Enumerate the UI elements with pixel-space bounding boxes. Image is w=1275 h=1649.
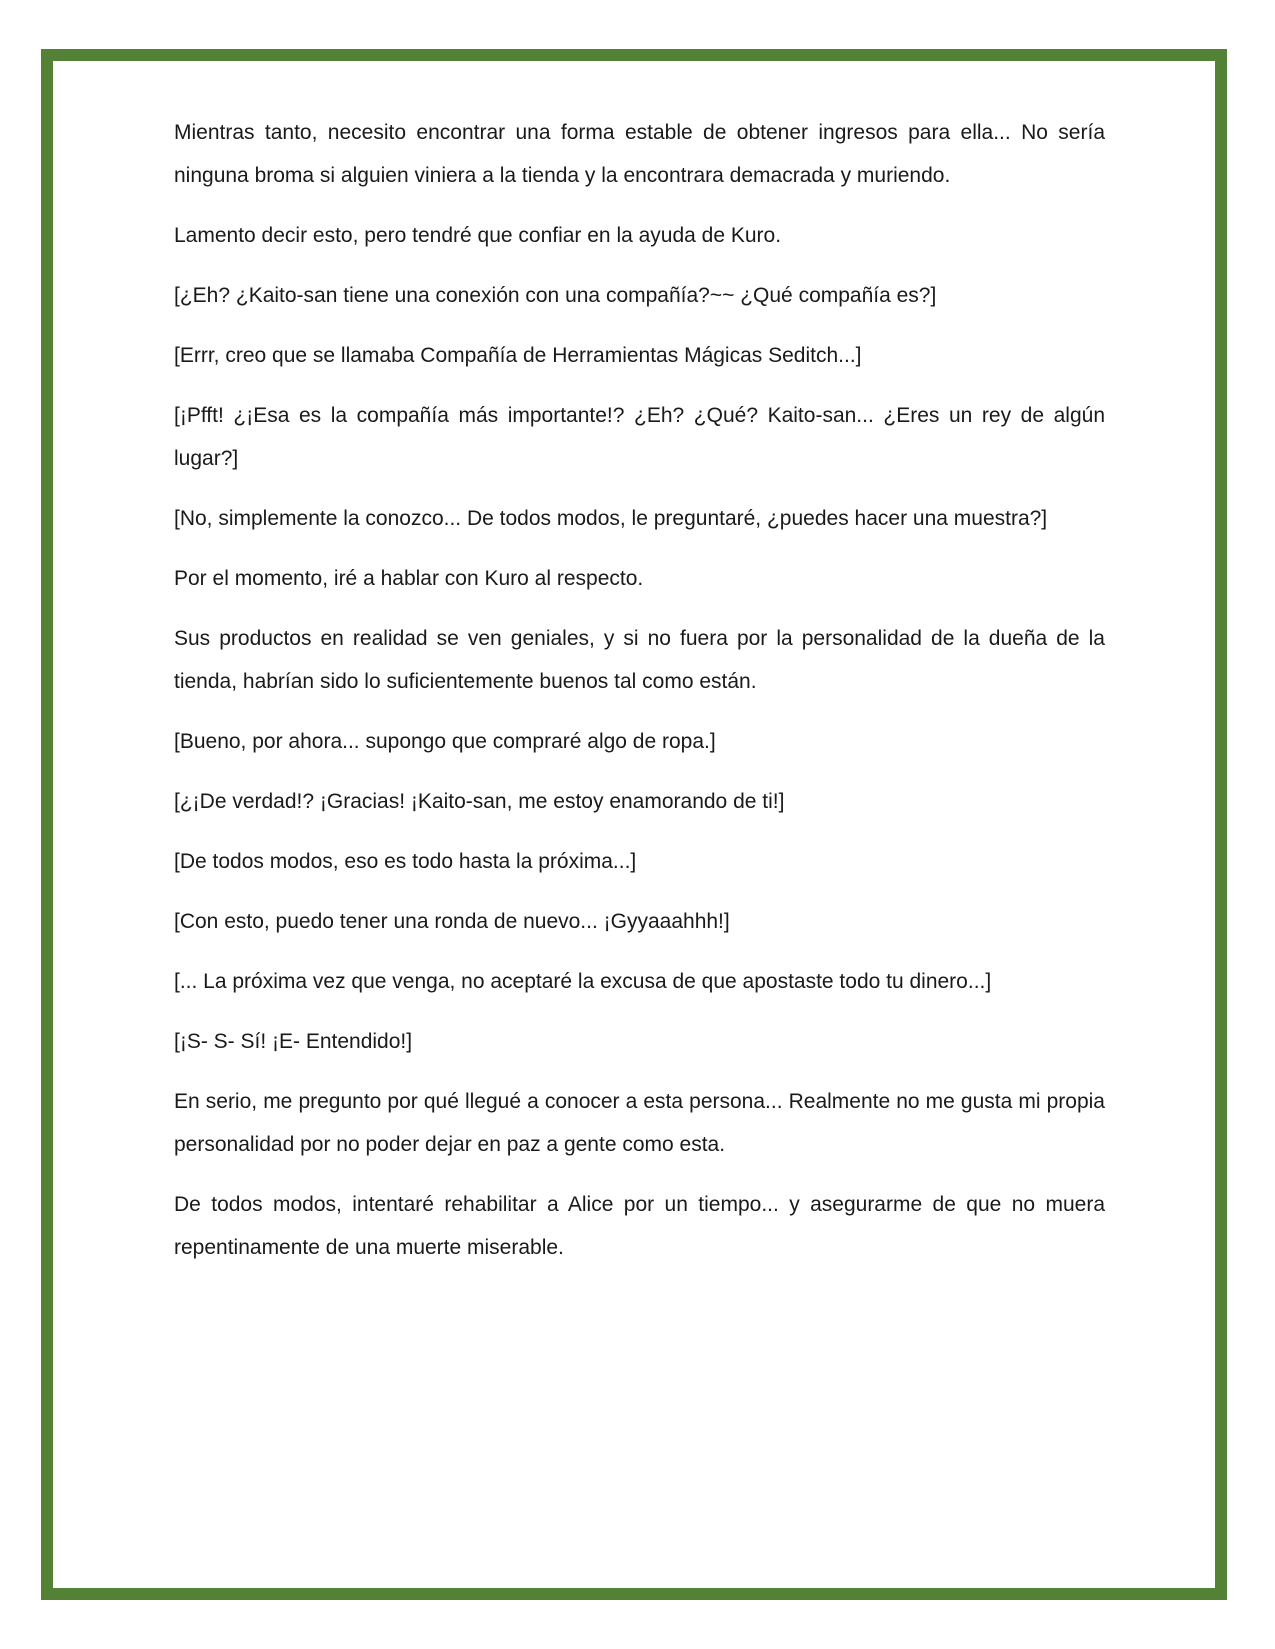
- paragraph: [Con esto, puedo tener una ronda de nuevo... ¡Gyyaaahhh!]: [174, 910, 730, 933]
- paragraph: [... La próxima vez que venga, no aceptaré la excusa de que apostaste todo tu dinero...]: [174, 970, 992, 993]
- paragraph: [¡S- S- Sí! ¡E- Entendido!]: [174, 1030, 413, 1053]
- paragraph: Lamento decir esto, pero tendré que confiar en la ayuda de Kuro.: [174, 224, 782, 247]
- page-border-frame: [41, 49, 1227, 1600]
- paragraph: [¿¡De verdad!? ¡Gracias! ¡Kaito-san, me estoy enamorando de ti!]: [174, 790, 785, 813]
- paragraph: [Bueno, por ahora... supongo que compraré algo de ropa.]: [174, 730, 716, 753]
- paragraph: [De todos modos, eso es todo hasta la próxima...]: [174, 850, 637, 873]
- paragraph: [Errr, creo que se llamaba Compañía de Herramientas Mágicas Seditch...]: [174, 344, 862, 367]
- paragraph: Por el momento, iré a hablar con Kuro al respecto.: [174, 567, 644, 590]
- text-content: [53, 61, 1215, 1269]
- paragraph: Sus productos en realidad se ven geniales, y si no fuera por la personalidad de la dueña de la tienda, habrían sido lo suficientemente buenos tal como están.: [174, 627, 1105, 693]
- paragraph: De todos modos, intentaré rehabilitar a Alice por un tiempo... y asegurarme de que no muera repentinamente de una muerte miserable.: [174, 1193, 1105, 1259]
- paragraph: [¿Eh? ¿Kaito-san tiene una conexión con una compañía?~~ ¿Qué compañía es?]: [174, 284, 937, 307]
- paragraph: Mientras tanto, necesito encontrar una forma estable de obtener ingresos para ella... No sería ninguna broma si alguien viniera a la tienda y la encontrara demacrada y muriendo.: [174, 121, 1105, 187]
- paragraph: [¡Pfft! ¿¡Esa es la compañía más importante!? ¿Eh? ¿Qué? Kaito-san... ¿Eres un rey de algún lugar?]: [174, 404, 1105, 470]
- paragraph: [No, simplemente la conozco... De todos modos, le preguntaré, ¿puedes hacer una muestra?]: [174, 507, 1048, 530]
- paragraph: En serio, me pregunto por qué llegué a conocer a esta persona... Realmente no me gusta mi propia personalidad por no poder dejar en paz a gente como esta.: [174, 1090, 1105, 1156]
